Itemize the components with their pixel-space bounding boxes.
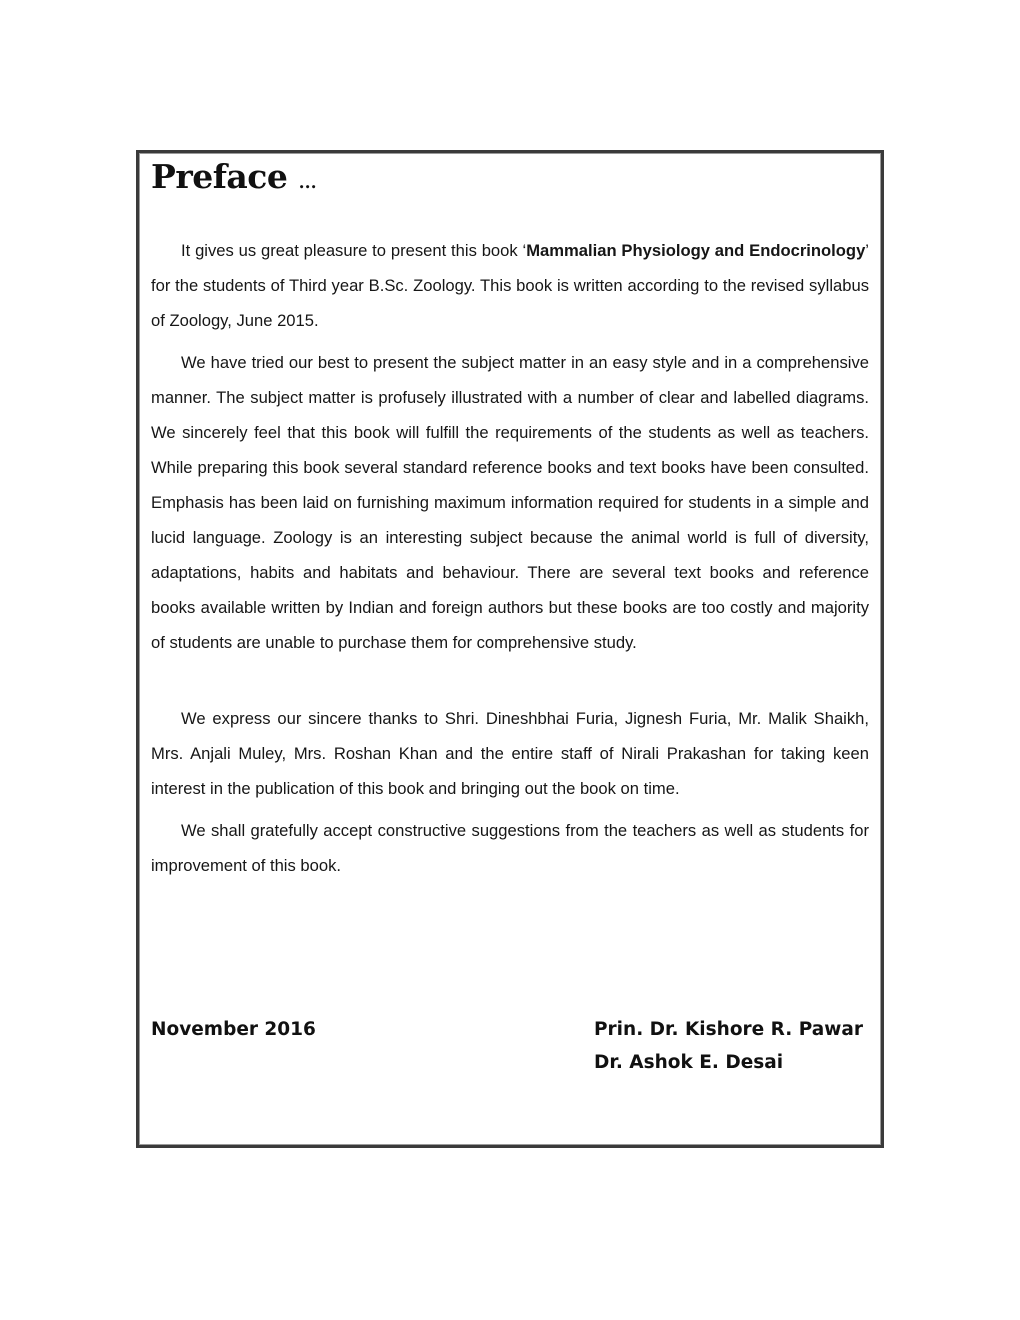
paragraph-intro (151, 233, 869, 338)
intro-text-start: It gives us great pleasure to present this book ‘ (181, 241, 527, 260)
title-ellipsis: ... (298, 165, 317, 194)
page-title (151, 157, 316, 196)
paragraph-approach: We have tried our best to present the subject matter in an easy style and in a comprehensive manner. The subject matter is profusely illustrated with a number of clear and labelled diagrams. We sincerely feel that this book will fulfill the requirements of the students as well as teachers. While preparing this book several standard reference books and text books have been consulted. Emphasis has been laid on furnishing maximum information required for students in a simple and lucid language. Zoology is an interesting subject because the animal world is full of diversity, adaptations, habits and habitats and behaviour. There are several text books and reference books available written by Indian and foreign authors but these books are too costly and majority of students are unable to purchase them for comprehensive study. (151, 353, 869, 652)
preface-frame (136, 150, 884, 1148)
preface-content (151, 153, 869, 1145)
author-name-2: Dr. Ashok E. Desai (594, 1052, 784, 1073)
title-text: Preface (151, 157, 288, 196)
book-title: Mammalian Physiology and Endocrinology (526, 241, 866, 260)
author-name-1: Prin. Dr. Kishore R. Pawar (594, 1019, 863, 1040)
intro-text-end: ’ for the students of Third year B.Sc. Zoology. This book is written according to the revised syllabus of Zoology, June 2015. (151, 241, 869, 330)
paragraph-thanks: We express our sincere thanks to Shri. Dineshbhai Furia, Jignesh Furia, Mr. Malik Shaikh, Mrs. Anjali Muley, Mrs. Roshan Khan and the entire staff of Nirali Prakashan for taking keen interest in the publication of this book and bringing out the book on time. (151, 709, 869, 798)
paragraph-suggestions: We shall gratefully accept constructive suggestions from the teachers as well as students for improvement of this book. (151, 821, 869, 875)
preface-date: November 2016 (151, 1019, 316, 1040)
